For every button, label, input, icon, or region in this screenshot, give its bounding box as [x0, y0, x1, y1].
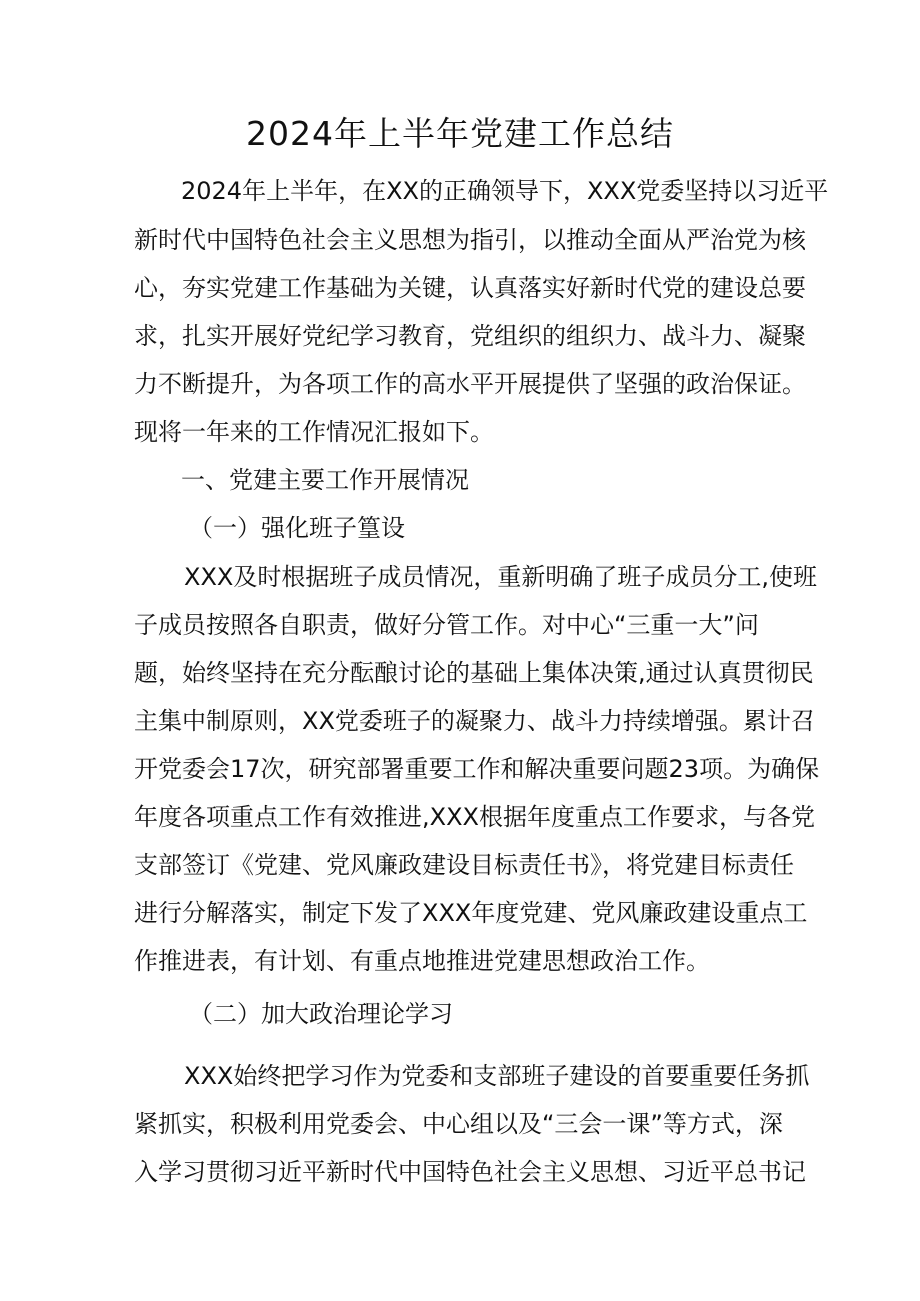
subsection-1-line-2: 子成员按照各自职责，做好分管工作。对中心“三重一大”问 [134, 611, 759, 639]
subsection-1-line-1: XXX及时根据班子成员情况，重新明确了班子成员分工,使班 [184, 563, 817, 591]
subsection-1-line-5: 开党委会17次，研究部署重要工作和解决重要问题23项。为确保 [134, 755, 820, 783]
subsection-2-line-2: 紧抓实，积极利用党委会、中心组以及“三会一课”等方式，深 [134, 1110, 783, 1138]
document-title: 2024年上半年党建工作总结 [246, 114, 674, 153]
subsection-2-line-3: 入学习贯彻习近平新时代中国特色社会主义思想、习近平总书记 [134, 1158, 806, 1186]
subsection-1-line-9: 作推进表，有计划、有重点地推进党建思想政治工作。 [134, 947, 710, 975]
subsection-2-line-1: XXX始终把学习作为党委和支部班子建设的首要重要任务抓 [184, 1062, 810, 1090]
subsection-1-heading: （一）强化班子篁设 [189, 514, 405, 542]
subsection-1-line-8: 进行分解落实，制定下发了XXX年度党建、党风廉政建设重点工 [134, 899, 808, 927]
subsection-1-line-3: 题，始终坚持在充分酝酿讨论的基础上集体决策,通过认真贯彻民 [134, 659, 814, 687]
subsection-1-line-6: 年度各项重点工作有效推进,XXX根据年度重点工作要求，与各党 [134, 803, 815, 831]
section-1-heading: 一、党建主要工作开展情况 [181, 466, 469, 494]
intro-line-6: 现将一年来的工作情况汇报如下。 [134, 418, 494, 446]
intro-line-1: 2024年上半年，在XX的正确领导下，XXX党委坚持以习近平 [181, 177, 829, 205]
intro-line-3: 心，夯实党建工作基础为关键，认真落实好新时代党的建设总要 [134, 274, 806, 302]
subsection-2-heading: （二）加大政治理论学习 [189, 1000, 453, 1028]
intro-line-2: 新时代中国特色社会主义思想为指引，以推动全面从严治党为核 [134, 226, 806, 254]
subsection-1-line-7: 支部签订《党建、党风廉政建设目标责任书》，将党建目标责任 [134, 851, 794, 879]
subsection-1-line-4: 主集中制原则，XX党委班子的凝聚力、战斗力持续增强。累计召 [134, 707, 815, 735]
intro-line-5: 力不断提升，为各项工作的高水平开展提供了坚强的政治保证。 [134, 370, 806, 398]
intro-line-4: 求，扎实开展好党纪学习教育，党组织的组织力、战斗力、凝聚 [134, 322, 806, 350]
